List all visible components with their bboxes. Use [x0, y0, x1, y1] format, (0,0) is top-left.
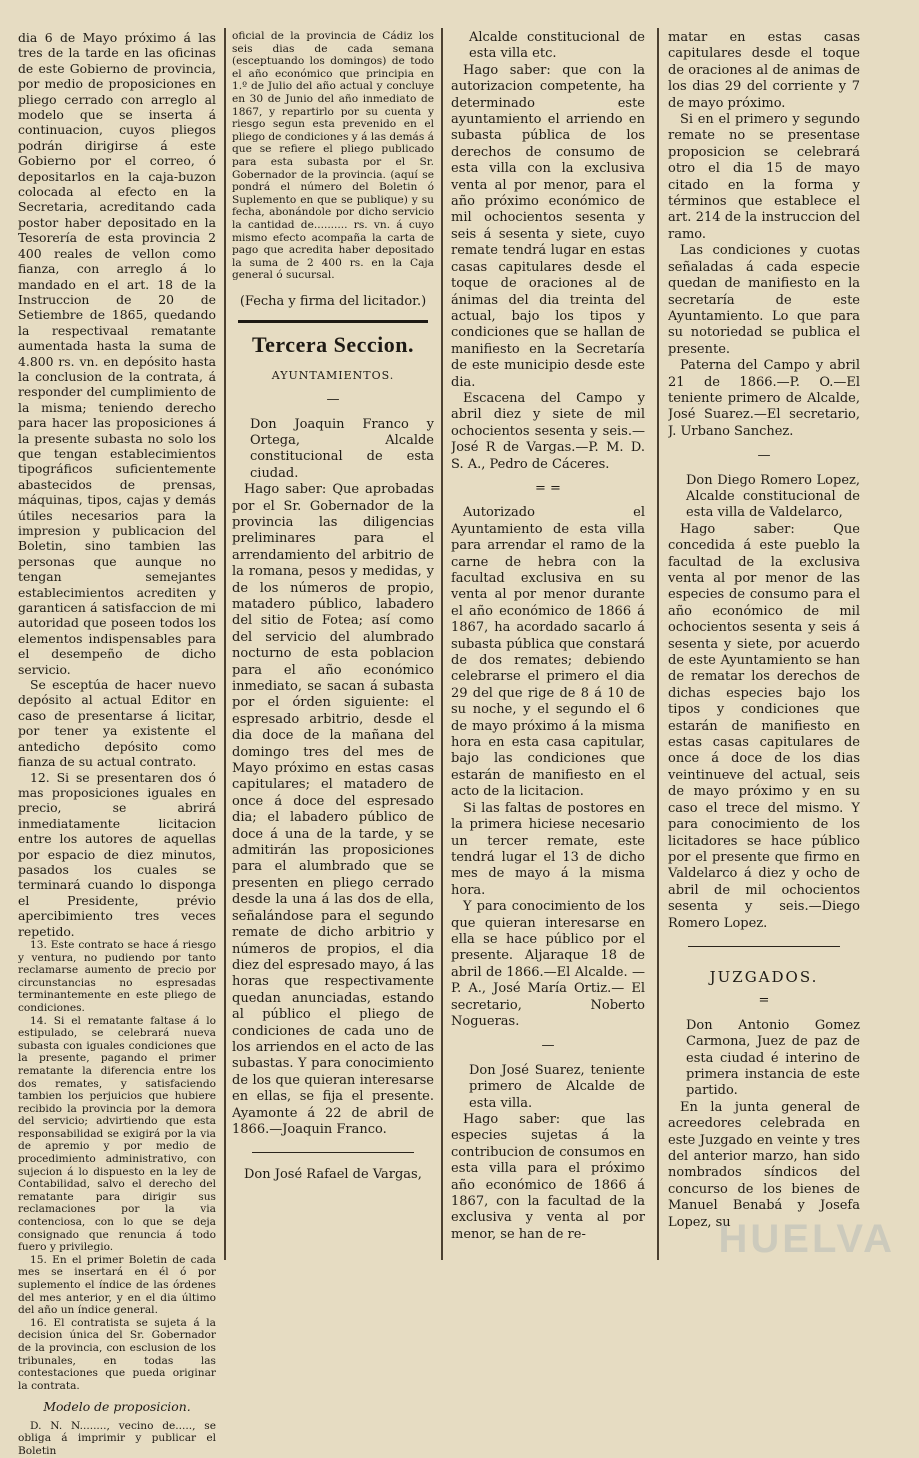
- paragraph: Hago saber: que con la autorizacion competente, ha determinado este ayuntamiento el arriendo en subasta pública de los derechos de consumo de esta villa con la exclusiva venta al por menor, para el año próximo económico de mil ochocientos sesenta y seis á sesenta y siete, cuyo remate tendrá lugar en estas casas capitulares desde el toque de oraciones al de ánimas del dia treinta del actual, bajo los tipos y condiciones que se hallan de manifiesto en la Secretaría de este municipio desde este dia.: [451, 62, 645, 390]
- section-title: Tercera Seccion.: [252, 332, 414, 358]
- paragraph: Las condiciones y cuotas señaladas á cada especie quedan de manifiesto en la secretaría de este Ayuntamiento. Lo que para su notoriedad se publica el presente.: [668, 243, 860, 357]
- separator: = =: [535, 480, 561, 496]
- paragraph: En la junta general de acreedores celebrada en este Juzgado en veinte y tres del anterior marzo, han sido nombrados síndicos del concurso de los bienes de Manuel Benabá y Josefa Lopez, su: [668, 1099, 860, 1230]
- column-rule: [441, 28, 443, 1260]
- divider: [688, 946, 840, 947]
- paragraph: 12. Si se presentaren dos ó mas proposiciones iguales en precio, se abrirá inmediatamente licitacion entre los autores de aquellas por espacio de diez minutos, pasados los cuales se terminará cuando lo disponga el Presidente, prévio apercibimiento tres veces repetido.: [18, 769, 216, 939]
- section-divider: [238, 320, 428, 323]
- divider: [252, 1152, 414, 1153]
- paragraph: D. N. N........, vecino de....., se obliga á imprimir y publicar el Boletin: [18, 1419, 216, 1457]
- paragraph: Don José Suarez, teniente primero de Alcalde de esta villa.: [469, 1062, 645, 1111]
- separator: —: [326, 392, 340, 408]
- model-title: Modelo de proposicion.: [43, 1399, 191, 1415]
- paragraph: Don Joaquin Franco y Ortega, Alcalde constitucional de esta ciudad.: [250, 416, 434, 481]
- paragraph: Hago saber: Que concedida á este pueblo la facultad de la exclusiva venta al por menor de las especies de consumo para el año económico de mil ochocientos sesenta y seis á sesenta y siete, por acuerdo de este Ayuntamiento se han de rematar los derechos de dichas especies bajo los tipos y condiciones que estarán de manifiesto en estas casas capitulares de once á doce de los dias veintinueve del actual, seis de mayo próximo y en su caso el trece del mismo. Y para conocimiento de los licitadores se hace público por el presente que firmo en Valdelarco á diez y ocho de abril de mil ochocientos sesenta y seis.—Diego Romero Lopez.: [668, 521, 860, 931]
- paragraph: oficial de la provincia de Cádiz los seis dias de cada semana (esceptuando los domingos) de todo el año económico que principia en 1.º de Julio del año actual y concluye en 30 de Junio del año inmediato de 1867, y repartirlo por su cuenta y riesgo segun esta prevenido en el pliego de condiciones y á las demás á que se refiere el pliego publicado para esta subasta por el Sr. Gobernador de la provincia. (aquí se pondrá el número del Boletin ó Suplemento en que se publique) y su fecha, abonándole por dicho servicio la cantidad de.......... rs. vn. á cuyo mismo efecto acompaña la carta de pago que acredita haber depositado la suma de 2 400 rs. en la Caja general ó sucursal.: [232, 30, 434, 282]
- column-2: [232, 30, 434, 1184]
- paragraph: 13. Este contrato se hace á riesgo y ventura, no pudiendo por tanto reclamarse aumento de precio por circunstancias no espresadas terminantemente en este pliego de condiciones.: [18, 938, 216, 1014]
- section-title-juzgados: JUZGADOS.: [709, 967, 819, 986]
- paragraph: Se esceptúa de hacer nuevo depósito al actual Editor en caso de presentarse á licitar, por tener ya existente el antedicho depósito como fianza de su actual contrato.: [18, 677, 216, 770]
- paragraph: 16. El contratista se sujeta á la decision única del Sr. Gobernador de la provincia, con esclusion de los tribunales, en todas las contestaciones que pueda originar la contrata.: [18, 1316, 216, 1392]
- paragraph: Hago saber: que las especies sujetas á la contribucion de consumos en esta villa para el próximo año económico de 1866 á 1867, con la facultad de la exclusiva y venta al por menor, se han de re-: [451, 1112, 645, 1242]
- paragraph: 15. En el primer Boletin de cada mes se insertará en él ó por suplemento el índice de las órdenes del mes anterior, y en el dia último del año un índice general.: [18, 1253, 216, 1317]
- section-subheading: AYUNTAMIENTOS.: [271, 368, 395, 382]
- paragraph: Escacena del Campo y abril diez y siete de mil ochocientos sesenta y seis.—José R de Vargas.—P. M. D. S. A., Pedro de Cáceres.: [451, 390, 645, 472]
- paragraph: Y para conocimiento de los que quieran interesarse en ella se hace público por el presente. Aljaraque 18 de abril de 1866.—El Alcalde. —P. A., José María Ortiz.— El secretario, Noberto Nogueras.: [451, 899, 645, 1029]
- paragraph: matar en estas casas capitulares desde el toque de oraciones al de animas de los dias 29 del corriente y 7 de mayo próximo.: [668, 30, 860, 111]
- column-1: [18, 30, 216, 1458]
- paragraph: dia 6 de Mayo próximo á las tres de la tarde en las oficinas de este Gobierno de provincia, por medio de proposiciones en pliego cerrado con arreglo al modelo que se inserta á continuacion, cuyos pliegos podrán dirigirse á este Gobierno por el correo, ó depositarlos en la caja-buzon colocada al efecto en la Secretaria, acreditando cada postor haber depositado en la Tesorería de esta provincia 2 400 reales de vellon como fianza, con arreglo á lo mandado en el art. 18 de la Instruccion de 20 de Setiembre de 1865, quedando la respectivaal rematante aumentada hasta la suma de 4.800 rs. vn. en depósito hasta la conclusion de la contrata, á responder del cumplimiento de la misma; teniendo derecho para hacer las proposiciones á la presente subasta no solo los que tengan establecimientos tipográficos suficientemente abastecidos de prensas, máquinas, tipos, cajas y demás útiles necesarios para la impresion y publicacion del Boletin, sino tambien las personas que aunque no tengan semejantes establecimientos acrediten y garanticen á satisfaccion de mi autoridad que poseen todos los elementos indispensables para el desempeño de dicho servicio.: [18, 30, 216, 677]
- paragraph: 14. Si el rematante faltase á lo estipulado, se celebrará nueva subasta con iguales condiciones que la presente, pagando el primer rematante la diferencia entre los dos remates, y satisfaciendo tambien los perjuicios que hubiere recibido la provincia por la demora del servicio; advirtiendo que esta responsabilidad se exigirá por la via de apremio y por medio de procedimiento administrativo, con sujecion á lo dispuesto en la ley de Contabilidad, salvo el derecho del rematante para dirigir sus reclamaciones por la via contenciosa, con lo que se deja consignado que renuncia á todo fuero y privilegio.: [18, 1014, 216, 1254]
- paragraph: Don José Rafael de Vargas,: [244, 1167, 422, 1183]
- paragraph: Don Antonio Gomez Carmona, Juez de paz de esta ciudad é interino de primera instancia de este partido.: [686, 1017, 860, 1099]
- watermark-logo: HUELVA: [718, 1217, 895, 1261]
- column-rule: [224, 28, 226, 1260]
- column-rule: [657, 28, 659, 1260]
- paragraph: Autorizado el Ayuntamiento de esta villa para arrendar el ramo de la carne de hebra con la facultad exclusiva en su venta al por menor durante el año económico de 1866 á 1867, ha acordado sacarlo á subasta pública que constará de dos remates; debiendo celebrarse el primero el dia 29 del que rige de 8 á 10 de su noche, y el segundo el 6 de mayo próximo á la misma hora en esta casa capitular, bajo las condiciones que estarán de manifiesto en el acto de la licitacion.: [451, 505, 645, 800]
- signature-line: (Fecha y firma del licitador.): [239, 293, 427, 309]
- separator: =: [758, 993, 770, 1009]
- paragraph: Si las faltas de postores en la primera hiciese necesario un tercer remate, este tendrá lugar el 13 de dicho mes de mayo á la misma hora.: [451, 800, 645, 898]
- column-3: [451, 30, 645, 1243]
- separator: —: [757, 448, 771, 464]
- paragraph: Paterna del Campo y abril 21 de 1866.—P. O.—El teniente primero de Alcalde, José Suarez.—El secretario, J. Urbano Sanchez.: [668, 358, 860, 439]
- separator: —: [541, 1038, 555, 1054]
- paragraph: Hago saber: Que aprobadas por el Sr. Gobernador de la provincia las diligencias preliminares para el arrendamiento del arbitrio de la romana, pesos y medidas, y de los números de propio, matadero público, labadero del sitio de Fotea; así como del servicio del alumbrado nocturno de esta poblacion para el año económico inmediato, se sacan á subasta por el órden siguiente: el espresado arbitrio, desde el dia doce de la mañana del domingo tres del mes de Mayo próximo en estas casas capitulares; el matadero de once á doce del espresado dia; el labadero público de doce á una de la tarde, y se admitirán las proposiciones para el alumbrado que se presenten en pliego cerrado desde la una á las dos de ella, señalándose para el segundo remate de dicho arbitrio y números de propios, el dia diez del espresado mayo, á las horas que respectivamente quedan anunciadas, estando al público el pliego de condiciones de cada uno de los arriendos en el acto de las subastas. Y para conocimiento de los que quieran interesarse en ellas, se fija el presente. Ayamonte á 22 de abril de 1866.—Joaquin Franco.: [232, 482, 434, 1137]
- paragraph: Don Diego Romero Lopez, Alcalde constitucional de esta villa de Valdelarco,: [686, 472, 860, 521]
- paragraph: Alcalde constitucional de esta villa etc.: [469, 30, 645, 62]
- paragraph: Si en el primero y segundo remate no se presentase proposicion se celebrará otro el dia 15 de mayo citado en la forma y términos que establece el art. 214 de la instruccion del ramo.: [668, 112, 860, 242]
- column-4: [668, 30, 860, 1231]
